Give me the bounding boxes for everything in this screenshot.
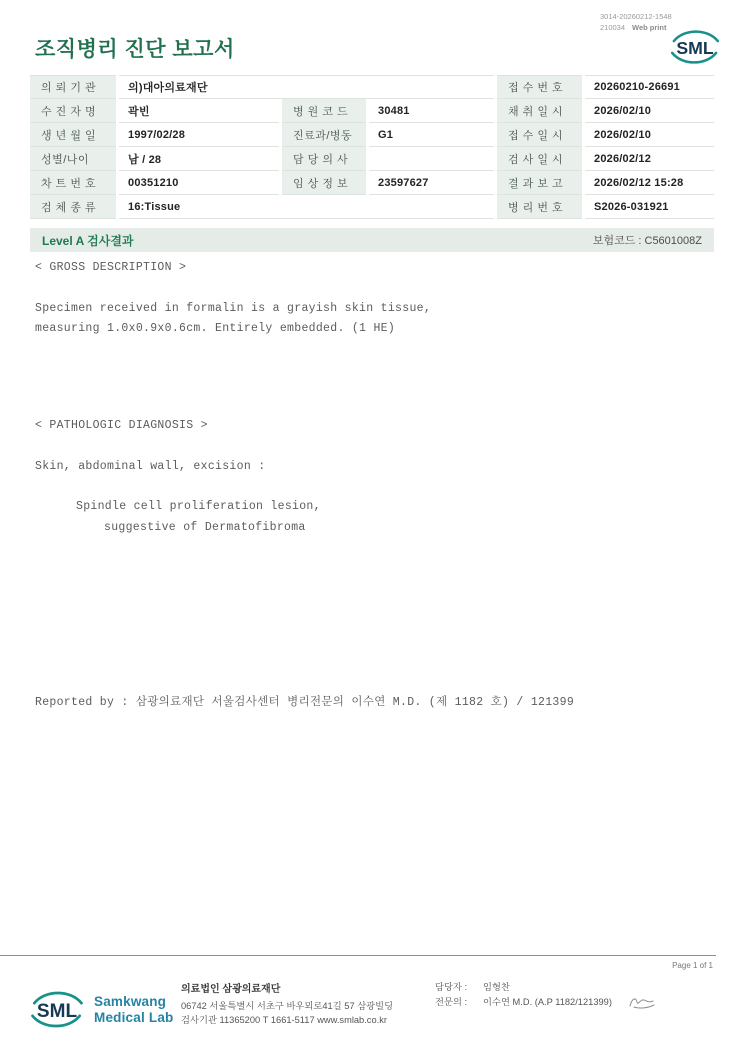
footer-org-block xyxy=(181,980,436,1028)
signature-icon xyxy=(628,996,656,1010)
field-hospital-code-label: 병 원 코 드 xyxy=(282,99,366,123)
sml-logo-icon xyxy=(668,26,722,68)
footer-logo-name-line1: Samkwang xyxy=(94,994,167,1010)
field-receipt-no-label: 접 수 번 호 xyxy=(497,75,582,99)
sml-logo xyxy=(668,26,722,73)
print-code-line xyxy=(600,23,672,34)
field-specimen-value: 16:Tissue xyxy=(119,195,494,219)
sml-footer-logo-icon xyxy=(28,987,86,1032)
specialist-label: 전문의 : xyxy=(435,997,468,1008)
print-code: 210034 xyxy=(600,22,626,32)
reported-by-line: Reported by : 삼광의료재단 서울검사센터 병리전문의 이수연 M.D. (제 1182 호) / 121399 xyxy=(35,696,575,709)
level-a-title: Level A 검사결과 xyxy=(42,233,134,248)
field-dept-label: 진료과/병동 xyxy=(282,123,366,147)
gross-description-heading: < GROSS DESCRIPTION > xyxy=(35,261,187,274)
diagnosis-line2: Spindle cell proliferation lesion, xyxy=(76,500,321,513)
field-receipt-no-value: 20260210-26691 xyxy=(585,75,714,99)
field-patient-value: 곽빈 xyxy=(119,99,279,123)
field-report-date-value: 2026/02/12 15:28 xyxy=(585,171,714,195)
field-patient-label: 수 진 자 명 xyxy=(30,99,116,123)
staff-label: 담당자 : xyxy=(435,982,468,992)
field-doctor-label: 담 당 의 사 xyxy=(282,147,366,171)
footer-logo-name-line2: Medical Lab xyxy=(94,1009,174,1025)
gross-description-line1: Specimen received in formalin is a grayish skin tissue, xyxy=(35,302,432,315)
field-path-no-label: 병 리 번 호 xyxy=(497,195,582,219)
patient-info-table xyxy=(30,75,714,219)
footer-divider xyxy=(0,955,716,956)
gross-description-line2: measuring 1.0x0.9x0.6cm. Entirely embedded. (1 HE) xyxy=(35,322,396,335)
field-report-date-label: 결 과 보 고 xyxy=(497,171,582,195)
level-a-section-bar xyxy=(30,228,714,252)
field-dept-value: G1 xyxy=(369,123,494,147)
field-collect-date-value: 2026/02/10 xyxy=(585,99,714,123)
footer-staff-block xyxy=(435,980,656,1011)
field-sex-age-value: 남 / 28 xyxy=(119,147,279,171)
field-chart-label: 차 트 번 호 xyxy=(30,171,116,195)
field-collect-date-label: 채 취 일 시 xyxy=(497,99,582,123)
staff-name: 임형찬 xyxy=(483,982,510,992)
page-title: 조직병리 진단 보고서 xyxy=(35,38,235,61)
svg-text:SML: SML xyxy=(36,1000,78,1022)
field-exam-date-label: 검 사 일 시 xyxy=(497,147,582,171)
pathologic-diagnosis-heading: < PATHOLOGIC DIAGNOSIS > xyxy=(35,419,208,432)
field-exam-date-value: 2026/02/12 xyxy=(585,147,714,171)
field-sex-age-label: 성별/나이 xyxy=(30,147,116,171)
print-mode: Web print xyxy=(632,22,667,32)
field-hospital-code-value: 30481 xyxy=(369,99,494,123)
svg-text:SML: SML xyxy=(676,37,714,58)
field-referrer-value: 의)대아의료재단 xyxy=(119,75,494,99)
page-number: Page 1 of 1 xyxy=(672,961,713,970)
footer-contact: 검사기관 11365200 T 1661-5117 www.smlab.co.kr xyxy=(181,1015,387,1026)
field-clinical-label: 임 상 정 보 xyxy=(282,171,366,195)
field-specimen-label: 검 체 종 류 xyxy=(30,195,116,219)
doc-number: 3014-20260212-1548 xyxy=(600,12,672,21)
field-chart-value: 00351210 xyxy=(119,171,279,195)
field-receipt-date-label: 접 수 일 시 xyxy=(497,123,582,147)
field-receipt-date-value: 2026/02/10 xyxy=(585,123,714,147)
footer-address: 06742 서울특별시 서초구 바우뫼로41길 57 삼광빌딩 xyxy=(181,1001,394,1011)
footer-staff-row xyxy=(435,980,656,995)
field-birth-label: 생 년 월 일 xyxy=(30,123,116,147)
footer-specialist-row xyxy=(435,995,656,1010)
print-meta xyxy=(600,12,672,34)
footer-org-name: 의료법인 삼광의료재단 xyxy=(181,984,281,995)
insurance-code: 보험코드 : C5601008Z xyxy=(592,235,702,247)
field-clinical-value: 23597627 xyxy=(369,171,494,195)
field-path-no-value: S2026-031921 xyxy=(585,195,714,219)
specialist-name: 이수연 M.D. (A.P 1182/121399) xyxy=(483,997,612,1008)
diagnosis-line1: Skin, abdominal wall, excision : xyxy=(35,460,266,473)
footer-logo xyxy=(28,987,173,1032)
footer-logo-name xyxy=(94,994,173,1024)
diagnosis-line3: suggestive of Dermatofibroma xyxy=(104,521,306,534)
field-referrer-label: 의 뢰 기 관 xyxy=(30,75,116,99)
field-doctor-value xyxy=(369,147,494,171)
field-birth-value: 1997/02/28 xyxy=(119,123,279,147)
